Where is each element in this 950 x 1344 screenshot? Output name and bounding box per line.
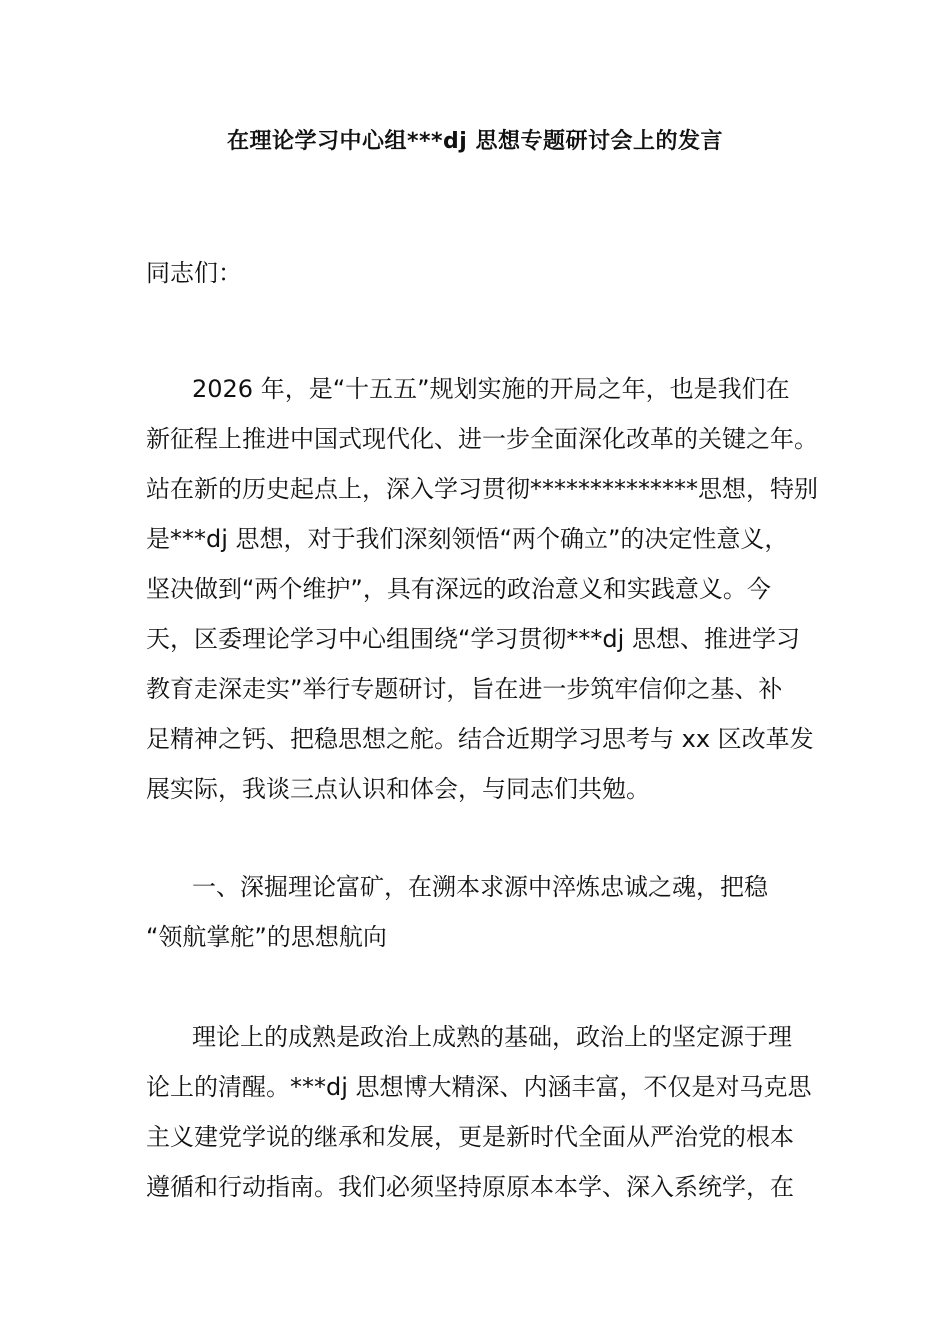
paragraph-line: 是***dj 思想，对于我们深刻领悟“两个确立”的决定性意义， — [146, 525, 789, 553]
paragraph-line: 足精神之钙、把稳思想之舵。结合近期学习思考与 xx 区改革发 — [146, 725, 814, 753]
paragraph-line: 主义建党学说的继承和发展，更是新时代全面从严治党的根本 — [146, 1123, 794, 1151]
document-title: 在理论学习中心组***dj 思想专题研讨会上的发言 — [227, 129, 723, 154]
paragraph-line: 论上的清醒。***dj 思想博大精深、内涵丰富，不仅是对马克思 — [146, 1073, 812, 1101]
paragraph-line: 新征程上推进中国式现代化、进一步全面深化改革的关键之年。 — [146, 425, 818, 453]
paragraph-line: 坚决做到“两个维护”，具有深远的政治意义和实践意义。今 — [146, 575, 771, 603]
paragraph-line: 教育走深走实”举行专题研讨，旨在进一步筑牢信仰之基、补 — [146, 675, 783, 703]
paragraph-line: 遵循和行动指南。我们必须坚持原原本本学、深入系统学，在 — [146, 1173, 794, 1201]
paragraph-line: 2026 年，是“十五五”规划实施的开局之年，也是我们在 — [192, 375, 790, 403]
paragraph-line: 展实际，我谈三点认识和体会，与同志们共勉。 — [146, 775, 650, 803]
paragraph-intro — [146, 364, 826, 814]
section-heading-1 — [146, 862, 826, 962]
heading-line: “领航掌舵”的思想航向 — [146, 923, 387, 951]
heading-line: 一、深掘理论富矿，在溯本求源中淬炼忠诚之魂，把稳 — [192, 873, 768, 901]
paragraph-line: 天，区委理论学习中心组围绕“学习贯彻***dj 思想、推进学习 — [146, 625, 800, 653]
paragraph-line: 理论上的成熟是政治上成熟的基础，政治上的坚定源于理 — [192, 1023, 792, 1051]
greeting: 同志们： — [146, 259, 242, 287]
paragraph-section-1 — [146, 1012, 826, 1212]
paragraph-line: 站在新的历史起点上，深入学习贯彻**************思想，特别 — [146, 475, 818, 503]
